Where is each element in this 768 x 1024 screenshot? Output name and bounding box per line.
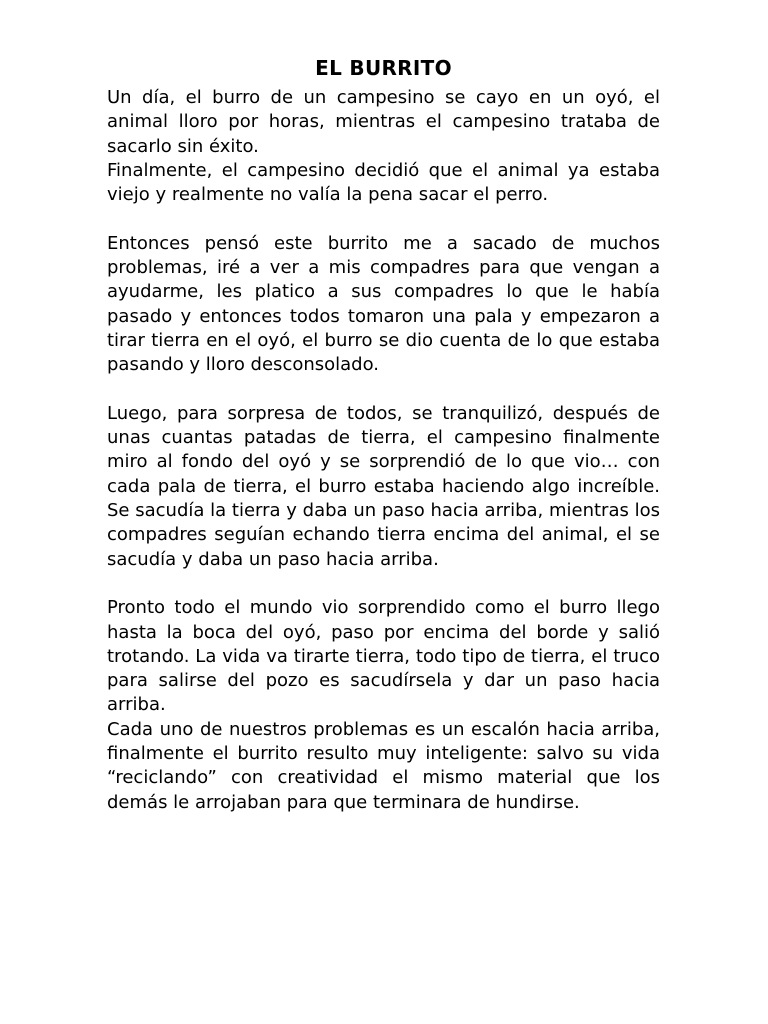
paragraph-4: Luego, para sorpresa de todos, se tranquilizó, después de unas cuantas patadas de tierra, el campesino finalmente miro al fondo del oyó y se sorprendió de lo que vio… con cada pala de tierra, el burro estaba haciendo algo increíble. Se sacudía la tierra y daba un paso hacia arriba, mientras los compadres seguían echando tierra encima del animal, el se sacudía y daba un paso hacia arriba. <box>107 402 660 570</box>
paragraph-spacer <box>107 207 660 231</box>
paragraph-spacer <box>107 378 660 402</box>
paragraph-spacer <box>107 572 660 596</box>
paragraph-3: Entonces pensó este burrito me a sacado de muchos problemas, iré a ver a mis compadres para que vengan a ayudarme, les platico a sus compadres lo que le había pasado y entonces todos tomaron una pala y empezaron a tirar tierra en el oyó, el burro se dio cuenta de lo que estaba pasando y lloro desconsolado. <box>107 232 660 376</box>
paragraph-2: Finalmente, el campesino decidió que el animal ya estaba viejo y realmente no valía la pena sacar el perro. <box>107 159 660 206</box>
paragraph-6: Cada uno de nuestros problemas es un escalón hacia arriba, finalmente el burrito resulto muy inteligente: salvo su vida “reciclando” con creatividad el mismo material que los demás le arrojaban para que terminara de hundirse. <box>107 718 660 813</box>
paragraph-5: Pronto todo el mundo vio sorprendido como el burro llego hasta la boca del oyó, paso por encima del borde y salió trotando. La vida va tirarte tierra, todo tipo de tierra, el truco para salirse del pozo es sacudírsela y dar un paso hacia arriba. <box>107 597 660 716</box>
paragraph-1: Un día, el burro de un campesino se cayo en un oyó, el animal lloro por horas, mientras el campesino trataba de sacarlo sin éxito. <box>107 87 660 157</box>
document-title: EL BURRITO <box>315 56 452 80</box>
document-body <box>107 54 660 815</box>
